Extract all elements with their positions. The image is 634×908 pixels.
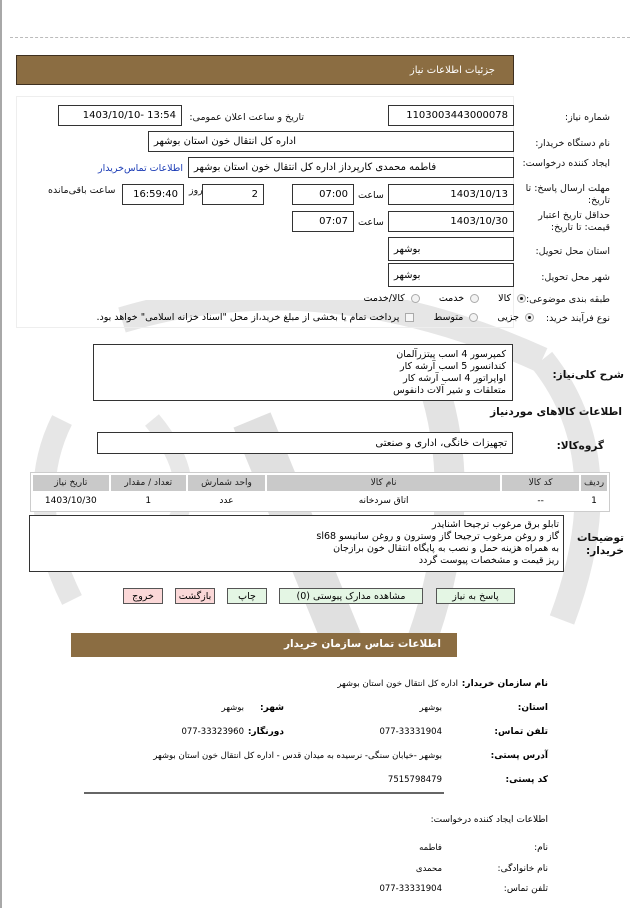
process-option-medium[interactable]: متوسط [433,312,478,323]
divider [10,37,630,38]
contact-section-header [71,633,457,657]
cell-need-date: 1403/10/30 [33,493,109,509]
contact-address-value: بوشهر -خیابان سنگی- نرسیده به میدان قدس - اداره کل انتقال خون استان بوشهر [153,751,442,761]
exit-button[interactable]: خروج [123,588,163,604]
creator-info-title: اطلاعات ایجاد کننده درخواست: [430,815,548,825]
remaining-time-label: ساعت باقی‌مانده [48,185,116,196]
buyer-notes-box: تابلو برق مرغوب ترجیحا اشنایدر گاز و روغن مرغوب ترجیحا گاز وسترون و روغن سانیسو sl68 به همراه هزینه حمل و نصب به پایگاه انتقال خون برازجان ریز قیمت و مشخصات پیوست گردد [29,515,564,572]
cell-item-name: اتاق سردخانه [267,493,500,509]
goods-info-title: اطلاعات کالاهای موردنیاز [490,406,622,418]
radio-selected-icon[interactable] [517,294,526,303]
contact-province-value: بوشهر [419,703,442,713]
process-radio-group [96,312,534,323]
reply-deadline-date-field[interactable]: 1403/10/13 [388,184,514,205]
contact-section-title: اطلاعات تماس سازمان خریدار [284,638,441,650]
category-radio-group [348,293,527,304]
view-attachments-button[interactable]: مشاهده مدارک پیوستی (0) [279,588,423,604]
buyer-org-label: نام دستگاه خریدار: [535,138,610,149]
contact-fax-value: 077-33323960 [181,727,244,737]
creator-phone-value: 077-33331904 [379,884,442,894]
contact-city-label: شهر: [260,703,284,713]
delivery-city-field[interactable]: بوشهر [388,263,514,287]
category-option-goods[interactable]: کالا [498,293,526,304]
need-number-label: شماره نیاز: [564,112,610,123]
col-header-row-number: ردیف [581,475,607,491]
reply-to-need-button[interactable]: پاسخ به نیاز [436,588,515,604]
col-header-item-code: کد کالا [502,475,579,491]
radio-icon[interactable] [411,294,420,303]
creator-first-name-label: نام: [534,843,548,853]
creator-field[interactable]: فاطمه محمدی کارپرداز اداره کل انتقال خون استان بوشهر [188,157,514,178]
contact-org-label: نام سازمان خریدار: [461,679,548,689]
cell-quantity: 1 [111,493,186,509]
price-time-label: ساعت [358,217,384,228]
remaining-time-field[interactable]: 16:59:40 [122,184,184,205]
contact-fax-label: دورنگار: [247,727,284,737]
price-validity-date-field[interactable]: 1403/10/30 [388,211,514,232]
col-header-quantity: تعداد / مقدار [111,475,186,491]
page-title: جزئیات اطلاعات نیاز [409,65,495,76]
contact-province-label: استان: [517,703,548,713]
table-header-row [33,475,607,491]
delivery-province-label: استان محل تحویل: [535,246,610,257]
buyer-notes-label: توضیحات خریدار: [576,532,624,557]
creator-phone-label: تلفن تماس: [503,884,548,894]
cell-row-number: 1 [581,493,607,509]
goods-group-field[interactable]: تجهیزات خانگی، اداری و صنعتی [97,432,513,454]
contact-org-value: اداره کل انتقال خون استان بوشهر [337,679,458,689]
category-option-service[interactable]: خدمت [439,293,479,304]
col-header-need-date: تاریخ نیاز [33,475,109,491]
buyer-org-field[interactable]: اداره کل انتقال خون استان بوشهر [148,131,514,152]
contact-address-label: آدرس پستی: [490,751,548,761]
payment-treasury-checkbox-option[interactable]: پرداخت تمام یا بخشی از مبلغ خرید،از محل "اسناد خزانه اسلامی" خواهد بود. [96,312,414,323]
radio-icon[interactable] [470,294,479,303]
buyer-contact-link[interactable]: اطلاعات تماس‌خریدار [98,163,183,174]
need-number-field[interactable]: 1103003443000078 [388,105,514,126]
creator-label: ایجاد کننده درخواست: [522,158,610,169]
table-row [33,493,607,509]
checkbox-icon[interactable] [405,313,414,322]
reply-deadline-time-field[interactable]: 07:00 [292,184,354,205]
delivery-province-field[interactable]: بوشهر [388,237,514,261]
announce-label: تاریخ و ساعت اعلان عمومی: [189,112,304,123]
col-header-unit: واحد شمارش [188,475,265,491]
contact-city-value: بوشهر [221,703,244,713]
process-label: نوع فرآیند خرید: [545,313,610,324]
goods-group-label: گروه‌کالا: [556,440,604,452]
contact-postal-label: کد پستی: [505,775,548,785]
creator-last-name-value: محمدی [415,864,442,874]
announce-field[interactable]: 1403/10/10- 13:54 [58,105,182,126]
category-label: طبقه بندی موضوعی: [525,294,610,305]
contact-phone-label: تلفن تماس: [494,727,548,737]
reply-deadline-label: مهلت ارسال پاسخ: تا تاریخ: [525,183,610,206]
cell-unit: عدد [188,493,265,509]
price-validity-time-field[interactable]: 07:07 [292,211,354,232]
general-description-label: شرح کلی‌نیاز: [552,369,624,381]
general-description-box: کمپرسور 4 اسب پیتزرآلمان کندانسور 5 اسب آرشه کار اواپراتور 4 اسب آرشه کار متعلقات و شیر آلات دانفوس [93,344,513,401]
creator-first-name-value: فاطمه [419,843,442,853]
print-button[interactable]: چاپ [227,588,267,604]
cell-item-code: -- [502,493,579,509]
creator-last-name-label: نام خانوادگی: [497,864,548,874]
price-validity-label: حداقل تاریخ اعتبار قیمت: تا تاریخ: [538,210,610,233]
delivery-city-label: شهر محل تحویل: [541,272,610,283]
days-remaining-field[interactable]: 2 [202,184,264,205]
col-header-item-name: نام کالا [267,475,500,491]
back-button[interactable]: بازگشت [175,588,215,604]
radio-icon[interactable] [469,313,478,322]
days-label: روز [189,185,203,196]
reply-time-label: ساعت [358,190,384,201]
page-header [16,55,514,85]
contact-postal-value: 7515798479 [387,775,442,785]
contact-phone-value: 077-33331904 [379,727,442,737]
radio-selected-icon[interactable] [525,313,534,322]
items-table [30,472,610,512]
section-divider [84,792,444,794]
category-option-goods-service[interactable]: کالا/خدمت [364,293,420,304]
process-option-minor[interactable]: جزیی [497,312,534,323]
